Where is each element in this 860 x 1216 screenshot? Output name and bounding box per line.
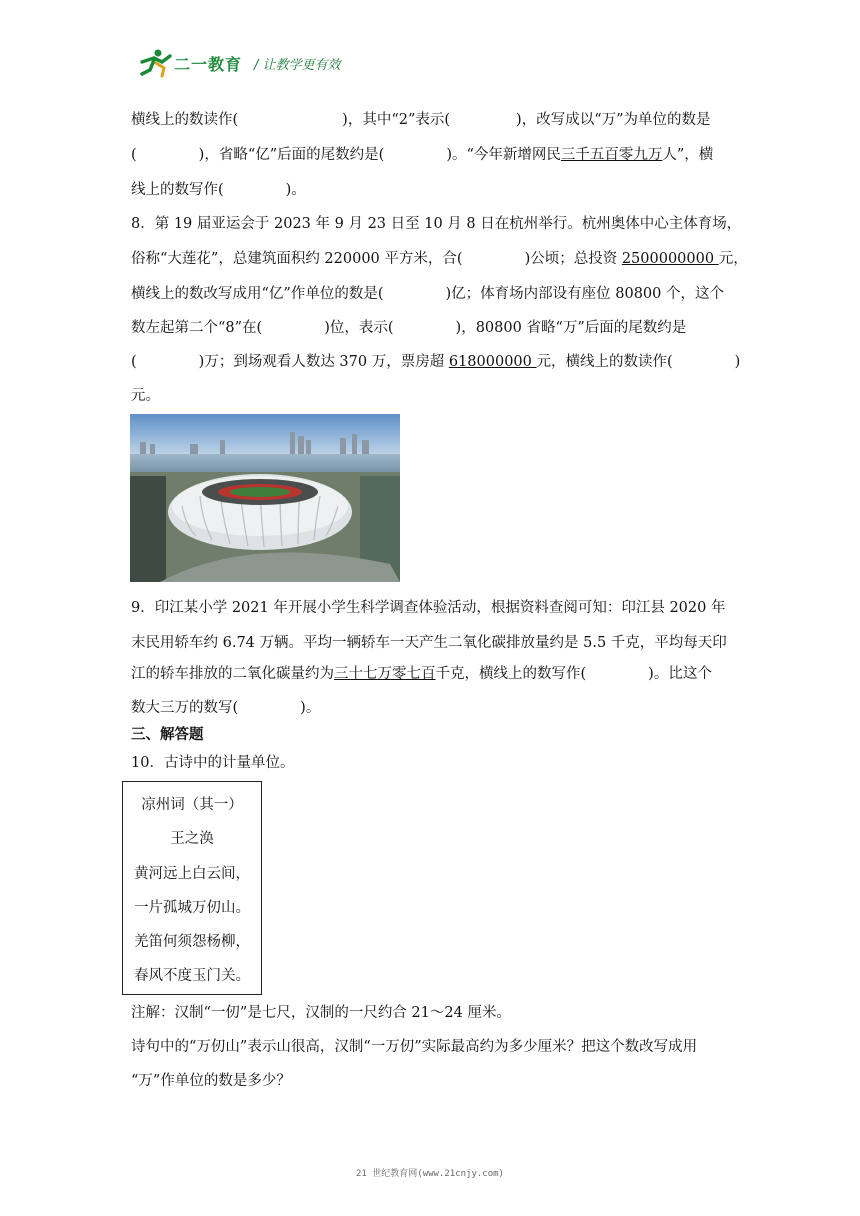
header-slogan: / 让教学更有效 xyxy=(254,58,341,73)
poem-verse: 黄河远上白云间， xyxy=(134,866,250,882)
q7-line-1: 横线上的数读作( )，其中“2”表示( )，改写成以“万”为单位的数是 xyxy=(131,112,711,128)
q7-line-3: 线上的数写作( )。 xyxy=(131,182,306,198)
poem-author: 王之涣 xyxy=(170,831,214,847)
underlined-number: 2500000000 xyxy=(621,251,719,267)
brand-name: 二一教育 xyxy=(174,55,243,74)
q9-line-1: 9．印江某小学 2021 年开展小学生科学调查体验活动，根据资料查阅可知：印江县 2020 年 xyxy=(131,600,726,616)
stadium-photo xyxy=(130,414,400,582)
q8-line-3: 横线上的数改写成用“亿”作单位的数是( )亿；体育场内部设有座位 80800 个，这个 xyxy=(131,286,724,302)
poem-verse: 春风不度玉门关。 xyxy=(134,968,250,984)
q8-line-5: ( )万；到场观看人数达 370 万，票房超 618000000 元，横线上的数读作( ) xyxy=(131,354,741,370)
q8-line-1: 8．第 19 届亚运会于 2023 年 9 月 23 日至 10 月 8 日在杭州举行。杭州奥体中心主体育场， xyxy=(131,216,742,232)
poem-box xyxy=(122,781,262,995)
page-header xyxy=(136,48,436,78)
q9-line-3: 江的轿车排放的二氧化碳量约为三十七万零七百千克，横线上的数写作( )。比这个 xyxy=(131,666,712,682)
q10-question-line-2: “万”作单位的数是多少？ xyxy=(131,1073,291,1089)
q10-title: 10．古诗中的计量单位。 xyxy=(131,755,295,771)
q10-note: 注解：汉制“一仞”是七尺，汉制的一尺约合 21～24 厘米。 xyxy=(131,1005,511,1021)
underlined-number: 618000000 xyxy=(448,354,537,370)
poem-verse: 一片孤城万仞山。 xyxy=(134,900,250,916)
q8-line-4: 数左起第二个“8”在( )位，表示( )，80800 省略“万”后面的尾数约是 xyxy=(131,320,687,336)
q8-line-6: 元。 xyxy=(131,388,160,404)
poem-verse: 羌笛何须怨杨柳， xyxy=(134,934,250,950)
q7-line-2: ( )，省略“亿”后面的尾数约是( )。“今年新增网民三千五百零九万人”，横 xyxy=(131,147,714,163)
q9-line-2: 末民用轿车约 6.74 万辆。平均一辆轿车一天产生二氧化碳排放量约是 5.5 千克，平均每天印 xyxy=(131,635,727,651)
underlined-number: 三千五百零九万 xyxy=(560,147,663,163)
poem-title: 凉州词（其一） xyxy=(141,797,243,813)
runner-logo-icon xyxy=(136,48,176,78)
underlined-number: 三十七万零七百 xyxy=(334,666,436,682)
section-heading: 三、解答题 xyxy=(131,727,204,743)
q8-line-2: 俗称“大莲花”，总建筑面积约 220000 平方米，合( )公顷；总投资 2500000000 元， xyxy=(131,251,748,267)
q10-question-line-1: 诗句中的“万仞山”表示山很高，汉制“一万仞”实际最高约为多少厘米？把这个数改写成用 xyxy=(131,1039,698,1055)
q9-line-4: 数大三万的数写( )。 xyxy=(131,700,321,716)
page-footer: 21 世纪教育网(www.21cnjy.com) xyxy=(356,1169,504,1179)
